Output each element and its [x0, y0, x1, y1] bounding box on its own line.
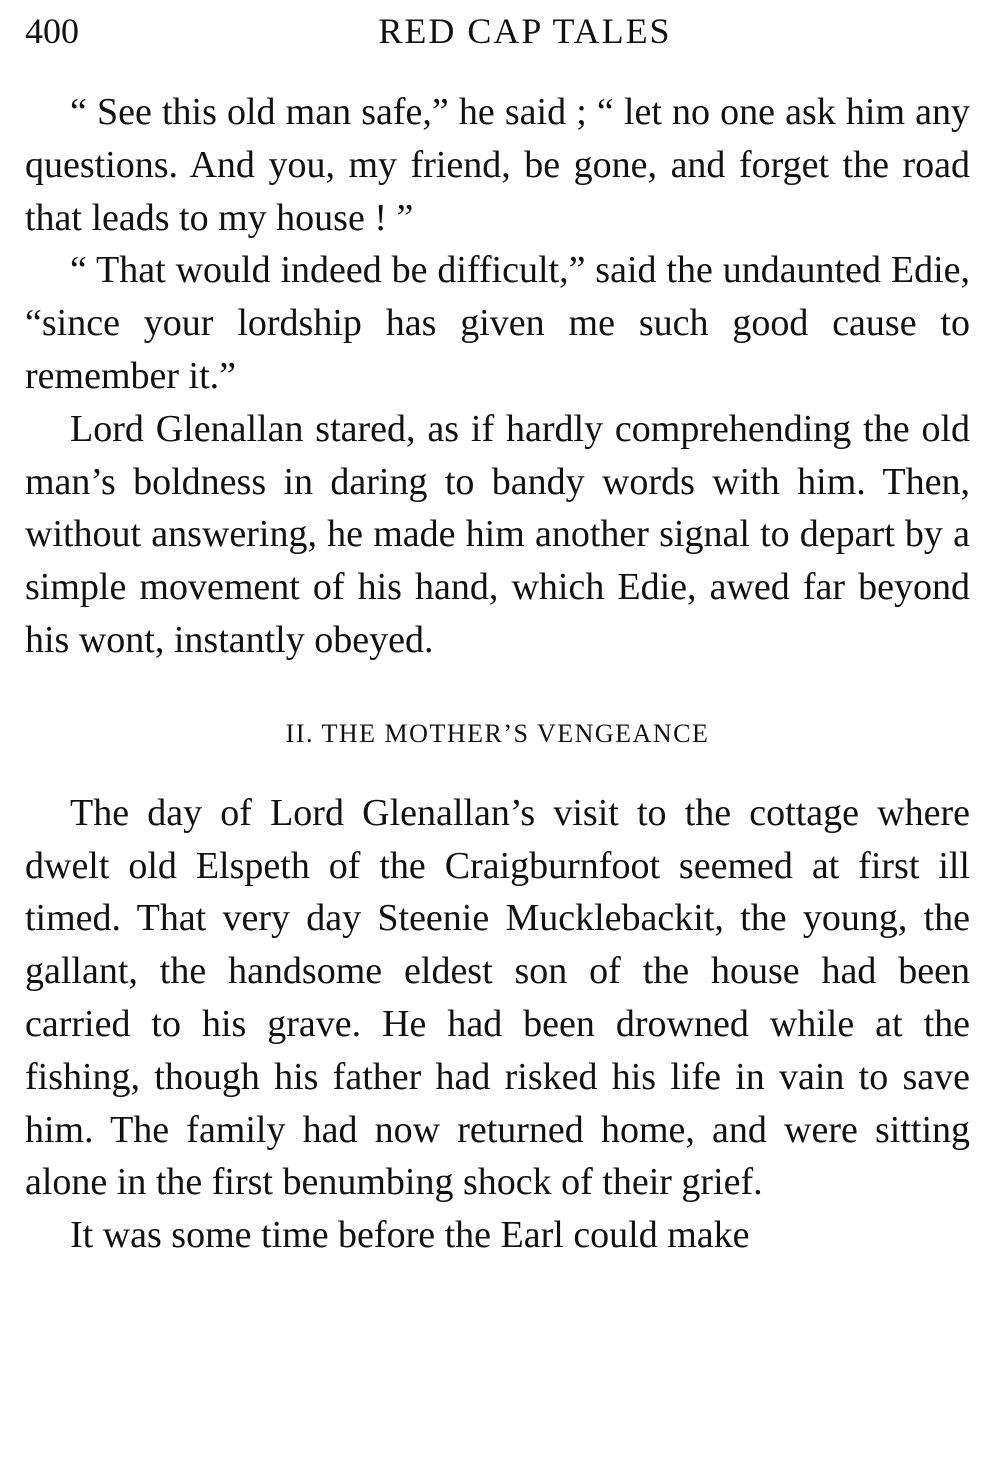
book-title: RED CAP TALES	[378, 11, 672, 51]
paragraph: The day of Lord Glenallan’s visit to the cottage where dwelt old Elspeth of the Craigburnfoot seemed at first ill timed. That very day Steenie Mucklebackit, the young, the gallant, the handsome eldest son of the house had been carried to his grave. He had been drowned while at the fishing, though his father had risked his life in vain to save him. The family had now returned home, and were sitting alone in the first benumbing shock of their grief.	[25, 791, 970, 1204]
paragraph: “ See this old man safe,” he said ; “ let no one ask him any questions. And you, my friend, be gone, and forget the road that leads to my house ! ”	[25, 91, 970, 239]
running-head	[25, 10, 970, 58]
section-heading: II. THE MOTHER’S VENGEANCE	[285, 719, 710, 749]
paragraph: “ That would indeed be difficult,” said the undaunted Edie, “since your lordship has given me such good cause to remember it.”	[25, 249, 970, 397]
page-number: 400	[25, 11, 79, 51]
paragraph: It was some time before the Earl could make	[70, 1214, 750, 1257]
paragraph: Lord Glenallan stared, as if hardly comprehending the old man’s boldness in daring to bandy words with him. Then, without answering, he made him another signal to depart by a simple movement of his hand, which Edie, awed far beyond his wont, instantly obeyed.	[25, 407, 970, 661]
body-text	[25, 86, 970, 1262]
